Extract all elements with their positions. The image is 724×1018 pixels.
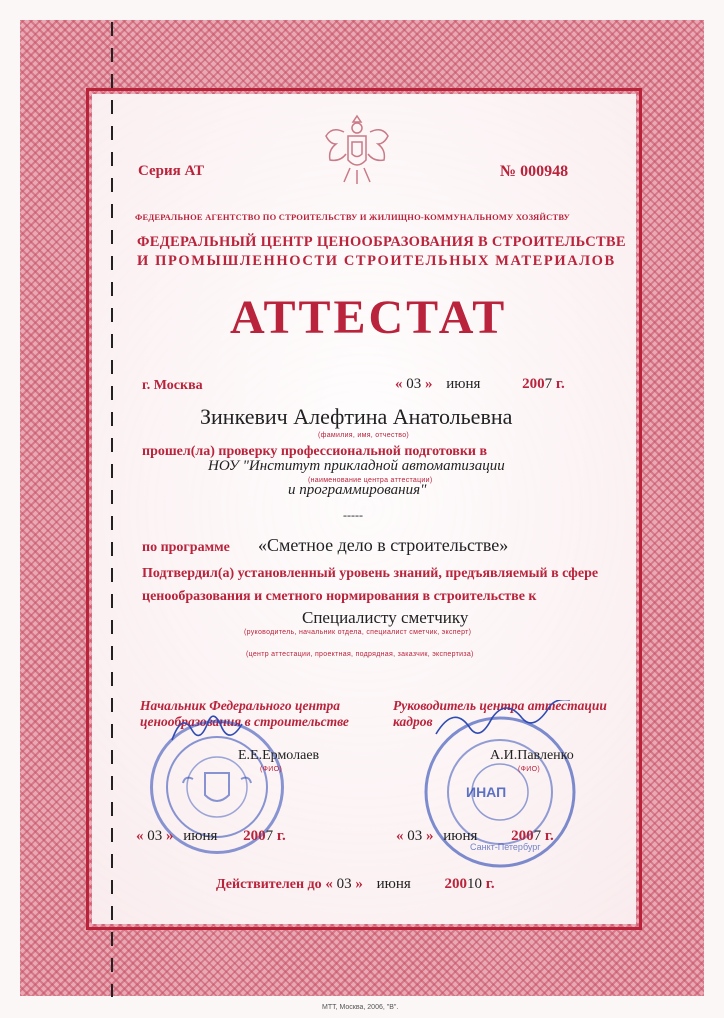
validity-label: Действителен до <box>216 877 322 892</box>
validity-month: июня <box>376 876 411 892</box>
right-sign-date: « 03 » июня 2007 г. <box>396 828 554 844</box>
qualification-caption: (руководитель, начальник отдела, специалист сметчик, эксперт) <box>244 629 472 636</box>
left-sign-date: « 03 » июня 2007 г. <box>136 828 286 844</box>
validity-line: Действителен до « 03 » июня 20010 г. <box>216 876 495 892</box>
left-signer-title-line1: Начальник Федерального центра <box>140 698 340 713</box>
left-signer-name: Е.Е.Ермолаев <box>238 748 320 763</box>
issue-month: июня <box>446 376 481 392</box>
issue-day: 03 <box>406 376 422 392</box>
agency-name: ФЕДЕРАЛЬНОЕ АГЕНТСТВО ПО СТРОИТЕЛЬСТВУ И ЖИЛИЩНО-КОММУНАЛЬНОМУ ХОЗЯЙСТВУ <box>135 212 570 222</box>
inap-stamp-center: ИНАП <box>466 784 507 800</box>
right-signer-name: А.И.Павленко <box>490 748 574 763</box>
inap-stamp-city: Санкт-Петербург <box>470 842 541 852</box>
center-name-line2: И ПРОМЫШЛЕННОСТИ СТРОИТЕЛЬНЫХ МАТЕРИАЛОВ <box>137 253 616 269</box>
right-signer-caption: (ФИО) <box>518 766 540 773</box>
binder-dashed-line <box>111 22 113 997</box>
issue-date: « 03 » июня 2007 г. <box>395 376 565 392</box>
left-signer-title-line2: ценообразования в строительстве <box>140 714 349 729</box>
institution-line1: НОУ "Институт прикладной автоматизации <box>208 458 505 474</box>
holder-name-caption: (фамилия, имя, отчество) <box>318 432 410 439</box>
coat-of-arms-emblem <box>322 108 392 190</box>
confirm-line2: ценообразования и сметного нормирования в строительстве к <box>142 589 537 604</box>
program-label: по программе <box>142 540 230 555</box>
printer-footer: МТТ, Москва, 2006, "В". <box>322 1004 399 1011</box>
document-title: АТТЕСТАТ <box>230 291 508 344</box>
right-signer-title-line1: Руководитель центра аттестации <box>393 698 607 713</box>
left-signature-scribble <box>168 710 258 750</box>
institution-caption: (наименование центра аттестации) <box>308 477 433 484</box>
organization-caption: (центр аттестации, проектная, подрядная, заказчик, экспертиза) <box>246 651 474 658</box>
confirm-line1: Подтвердил(а) установленный уровень знаний, предъявляемый в сфере <box>142 566 599 581</box>
series-label: Серия АТ <box>138 163 205 179</box>
program-name: «Сметное дело в строительстве» <box>258 535 509 555</box>
left-signer-caption: (ФИО) <box>260 766 282 773</box>
passed-label: прошел(ла) проверку профессиональной подготовки в <box>142 444 488 459</box>
right-signer-title-line2: кадров <box>393 714 433 729</box>
separator: ----- <box>343 508 363 522</box>
validity-day: 03 <box>336 876 352 892</box>
issue-city: г. Москва <box>142 378 203 393</box>
certificate-number: № 000948 <box>500 163 569 180</box>
holder-name: Зинкевич Алефтина Анатольевна <box>200 404 513 429</box>
qualification: Специалисту сметчику <box>302 608 469 627</box>
institution-line2: и программирования" <box>288 482 427 498</box>
center-name-line1: ФЕДЕРАЛЬНЫЙ ЦЕНТР ЦЕНООБРАЗОВАНИЯ В СТРОИТЕЛЬСТВЕ <box>137 234 626 250</box>
